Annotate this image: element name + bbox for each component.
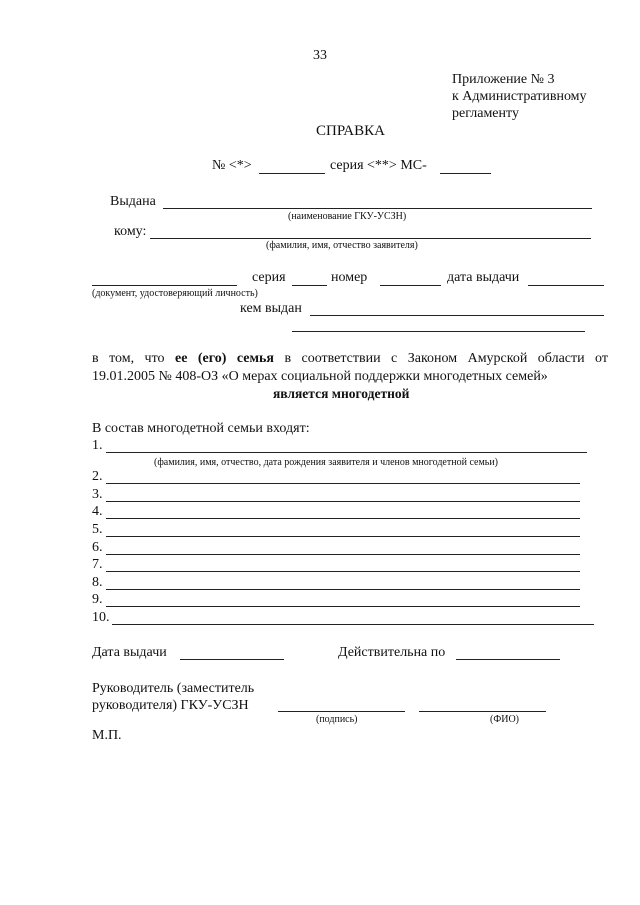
- signature-hint: (подпись): [316, 714, 358, 725]
- family-item-line-2[interactable]: [106, 483, 580, 484]
- family-item-number: 3.: [92, 487, 103, 502]
- statement-line-3: является многодетной: [273, 386, 410, 401]
- family-item-number: 7.: [92, 557, 103, 572]
- issued-by-label: кем выдан: [240, 301, 302, 316]
- doc-series-field[interactable]: [292, 285, 327, 286]
- family-item-number: 4.: [92, 504, 103, 519]
- number-label: № <*>: [212, 158, 252, 173]
- appendix-line-1: Приложение № 3: [452, 72, 555, 87]
- statement-bold: ее (его) семья: [174, 351, 274, 366]
- doc-number-field[interactable]: [380, 285, 441, 286]
- page-number: 33: [313, 48, 327, 63]
- stamp-place: М.П.: [92, 728, 122, 743]
- issued-hint: (наименование ГКУ-УСЗН): [288, 211, 407, 222]
- issued-by-field-2[interactable]: [292, 331, 585, 332]
- family-hint: (фамилия, имя, отчество, дата рождения заявителя и членов многодетной семьи): [154, 457, 499, 468]
- family-item-line-5[interactable]: [106, 536, 580, 537]
- valid-until-field[interactable]: [456, 659, 560, 660]
- family-item-line-1[interactable]: [106, 452, 587, 453]
- document-title: СПРАВКА: [316, 123, 385, 139]
- family-item-number: 5.: [92, 522, 103, 537]
- full-name-hint: (ФИО): [490, 714, 520, 725]
- statement-end: в соответствии с Законом Амурской области от: [284, 351, 608, 366]
- doc-number-label: номер: [331, 270, 368, 285]
- family-item-line-10[interactable]: [112, 624, 594, 625]
- issue-date-field[interactable]: [180, 659, 284, 660]
- issue-date-label: Дата выдачи: [92, 645, 167, 660]
- appendix-line-2: к Административному: [452, 89, 587, 104]
- doc-series-label: серия: [252, 270, 286, 285]
- statement-line-1: [92, 350, 608, 367]
- document-hint: (документ, удостоверяющий личность): [92, 288, 258, 299]
- series-field[interactable]: [440, 173, 491, 174]
- issued-field[interactable]: [163, 208, 592, 209]
- series-label: серия <**> МС-: [330, 158, 427, 173]
- valid-until-label: Действительна по: [338, 645, 446, 660]
- statement-start: в том, что: [92, 351, 165, 366]
- issued-by-field[interactable]: [310, 315, 604, 316]
- family-item-number: 2.: [92, 469, 103, 484]
- doc-date-label: дата выдачи: [447, 270, 520, 285]
- issued-label: Выдана: [110, 194, 156, 209]
- number-field[interactable]: [259, 173, 325, 174]
- signatory-line-2: руководителя) ГКУ-УСЗН: [92, 698, 249, 713]
- family-item-number: 8.: [92, 575, 103, 590]
- family-heading: В состав многодетной семьи входят:: [92, 421, 310, 436]
- statement-line-2: 19.01.2005 № 408-ОЗ «О мерах социальной поддержки многодетных семей»: [92, 369, 548, 384]
- family-item-line-4[interactable]: [106, 518, 580, 519]
- family-item-number: 6.: [92, 540, 103, 555]
- signature-field[interactable]: [278, 711, 405, 712]
- family-item-line-7[interactable]: [106, 571, 580, 572]
- family-item-line-6[interactable]: [106, 554, 580, 555]
- full-name-field[interactable]: [419, 711, 546, 712]
- family-item-line-3[interactable]: [106, 501, 580, 502]
- family-item-number: 1.: [92, 438, 103, 453]
- family-item-line-8[interactable]: [106, 589, 580, 590]
- to-whom-label: кому:: [114, 224, 147, 239]
- family-item-number: 10.: [92, 610, 110, 625]
- document-field[interactable]: [92, 285, 237, 286]
- to-whom-field[interactable]: [150, 238, 591, 239]
- family-item-line-9[interactable]: [106, 606, 580, 607]
- appendix-line-3: регламенту: [452, 106, 519, 121]
- to-whom-hint: (фамилия, имя, отчество заявителя): [266, 240, 418, 251]
- signatory-line-1: Руководитель (заместитель: [92, 681, 255, 696]
- family-item-number: 9.: [92, 592, 103, 607]
- doc-date-field[interactable]: [528, 285, 604, 286]
